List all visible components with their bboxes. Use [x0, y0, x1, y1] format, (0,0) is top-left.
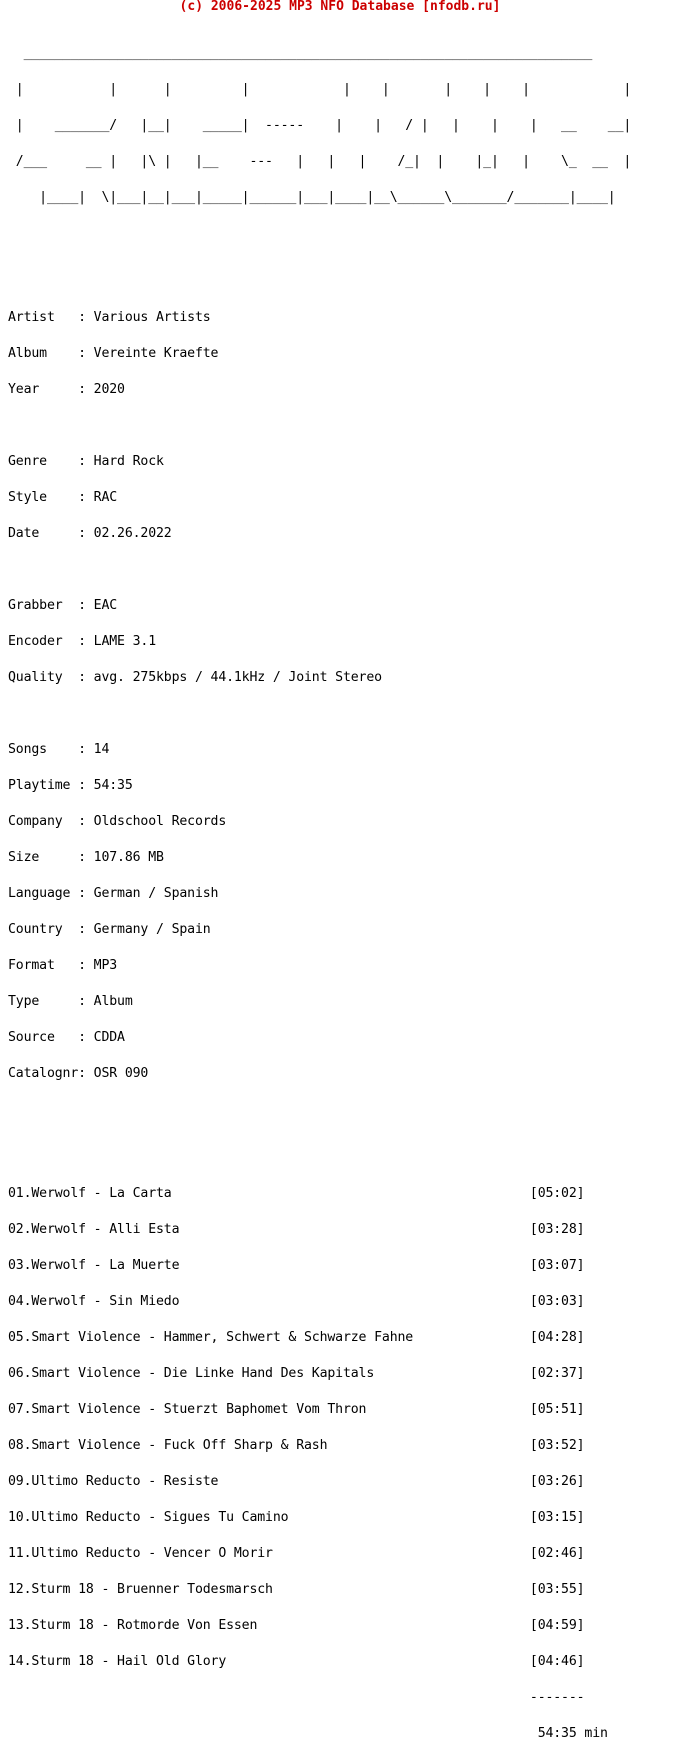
track-line: 02.Werwolf - Alli Esta [03:28] — [8, 1222, 585, 1237]
track-line: 07.Smart Violence - Stuerzt Baphomet Vom Thron [05:51] — [8, 1402, 585, 1417]
ascii-banner-line: _________________________________________________________________________ — [8, 46, 593, 61]
info-style: Style : RAC — [8, 490, 118, 505]
nfodb-header: (c) 2006-2025 MP3 NFO Database [nfodb.ru] — [179, 0, 501, 14]
info-language: Language : German / Spanish — [8, 886, 219, 901]
info-songs: Songs : 14 — [8, 742, 110, 757]
info-grabber: Grabber : EAC — [8, 598, 118, 613]
track-line: 04.Werwolf - Sin Miedo [03:03] — [8, 1294, 585, 1309]
track-line: 08.Smart Violence - Fuck Off Sharp & Rash [03:52] — [8, 1438, 585, 1453]
blank-line — [8, 228, 631, 240]
track-line: 10.Ultimo Reducto - Sigues Tu Camino [03:15] — [8, 1510, 585, 1525]
info-genre: Genre : Hard Rock — [8, 454, 164, 469]
info-type: Type : Album — [8, 994, 133, 1009]
nfo-text — [8, 24, 631, 1752]
info-album: Album : Vereinte Kraefte — [8, 346, 219, 361]
track-line: 12.Sturm 18 - Bruenner Todesmarsch [03:55] — [8, 1582, 585, 1597]
blank-line — [8, 1104, 631, 1116]
info-playtime: Playtime : 54:35 — [8, 778, 133, 793]
track-line: 09.Ultimo Reducto - Resiste [03:26] — [8, 1474, 585, 1489]
info-date: Date : 02.26.2022 — [8, 526, 172, 541]
track-line: 01.Werwolf - La Carta [05:02] — [8, 1186, 585, 1201]
info-quality: Quality : avg. 275kbps / 44.1kHz / Joint Stereo — [8, 670, 382, 685]
info-company: Company : Oldschool Records — [8, 814, 227, 829]
info-size: Size : 107.86 MB — [8, 850, 164, 865]
track-line: 05.Smart Violence - Hammer, Schwert & Schwarze Fahne [04:28] — [8, 1330, 585, 1345]
info-encoder: Encoder : LAME 3.1 — [8, 634, 157, 649]
ascii-banner-line: |____| \|___|__|___|_____|______|___|____|__\______\_______/_______|____| — [8, 190, 616, 205]
track-line: 03.Werwolf - La Muerte [03:07] — [8, 1258, 585, 1273]
track-line: 06.Smart Violence - Die Linke Hand Des Kapitals [02:37] — [8, 1366, 585, 1381]
ascii-banner-line: /___ __ | |\ | |__ --- | | | /_| | |_| | \_ __ | — [8, 154, 632, 169]
blank-line — [8, 1140, 631, 1152]
track-line: 13.Sturm 18 - Rotmorde Von Essen [04:59] — [8, 1618, 585, 1633]
blank-line — [8, 708, 631, 720]
track-line: 11.Ultimo Reducto - Vencer O Morir [02:46] — [8, 1546, 585, 1561]
blank-line — [8, 420, 631, 432]
blank-line — [8, 564, 631, 576]
info-catalognr: Catalognr: OSR 090 — [8, 1066, 149, 1081]
blank-line — [8, 264, 631, 276]
total-playtime: 54:35 min — [8, 1726, 608, 1741]
info-country: Country : Germany / Spain — [8, 922, 211, 937]
info-artist: Artist : Various Artists — [8, 310, 211, 325]
info-format: Format : MP3 — [8, 958, 118, 973]
ascii-banner-line: | | | | | | | | | | — [8, 82, 632, 97]
ascii-banner-line: | _______/ |__| _____| ----- | | / | | | | __ __| — [8, 118, 632, 133]
total-separator: ------- — [8, 1690, 585, 1705]
info-year: Year : 2020 — [8, 382, 125, 397]
info-source: Source : CDDA — [8, 1030, 125, 1045]
track-line: 14.Sturm 18 - Hail Old Glory [04:46] — [8, 1654, 585, 1669]
